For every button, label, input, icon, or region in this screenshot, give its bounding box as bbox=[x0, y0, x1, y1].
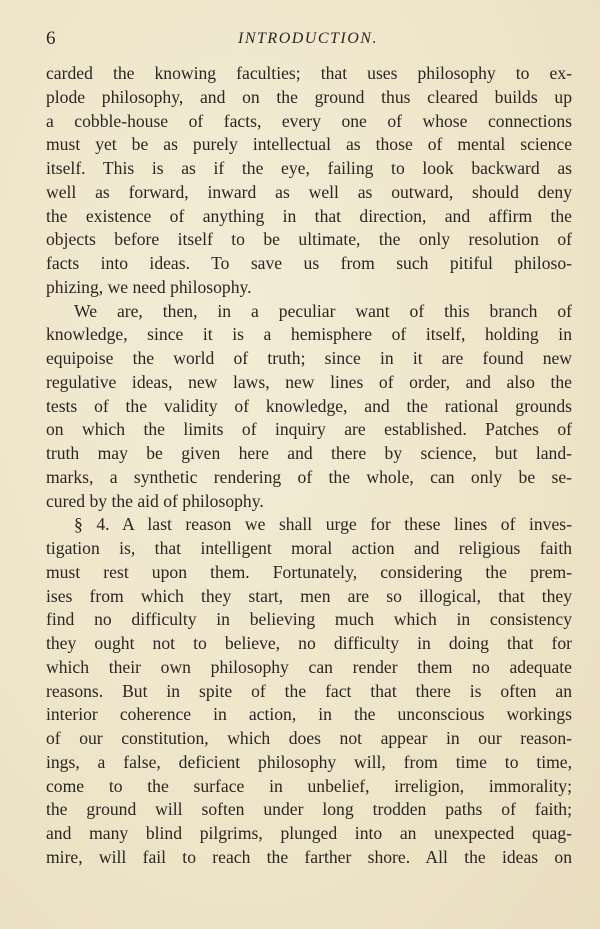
text-line: truth may be given here and there by science, but land- bbox=[46, 443, 572, 463]
text-line: ings, a false, deficient philosophy will, from time to time, bbox=[46, 751, 572, 772]
text-line: the ground will soften under long trodden paths of faith; bbox=[46, 799, 572, 820]
text-line: mire, will fail to reach the farther shore. All the ideas on bbox=[46, 846, 572, 867]
text-line: § 4. A last reason we shall urge for these lines of inves- bbox=[74, 514, 572, 535]
text-line: and many blind pilgrims, plunged into an unexpected quag- bbox=[46, 823, 572, 843]
text-line: interior coherence in action, in the unconscious workings bbox=[46, 704, 572, 725]
text-line: must rest upon them. Fortunately, considering the prem- bbox=[46, 561, 572, 582]
text-line: marks, a synthetic rendering of the whole, can only be se- bbox=[46, 466, 572, 487]
text-line: reasons. But in spite of the fact that there is often an bbox=[46, 680, 572, 701]
text-line: facts into ideas. To save us from such pitiful philoso- bbox=[46, 253, 572, 273]
running-title: INTRODUCTION. bbox=[238, 30, 378, 47]
text-line: on which the limits of inquiry are established. Patches of bbox=[46, 419, 572, 440]
text-line: tigation is, that intelligent moral action and religious faith bbox=[46, 538, 572, 558]
text-line: tests of the validity of knowledge, and the rational grounds bbox=[46, 395, 572, 416]
text-line: cured by the aid of philosophy. bbox=[46, 490, 264, 511]
text-line: the existence of anything in that direction, and affirm the bbox=[46, 205, 572, 226]
text-line: a cobble-house of facts, every one of whose connections bbox=[46, 110, 572, 131]
text-line: itself. This is as if the eye, failing to look backward as bbox=[46, 158, 572, 178]
page-header bbox=[46, 28, 570, 54]
text-line: well as forward, inward as well as outward, should deny bbox=[46, 181, 572, 202]
text-line: knowledge, since it is a hemisphere of itself, holding in bbox=[46, 324, 572, 345]
text-line: come to the surface in unbelief, irreligion, immorality; bbox=[46, 775, 572, 796]
text-line: carded the knowing faculties; that uses philosophy to ex- bbox=[46, 63, 572, 83]
text-line: find no difficulty in believing much which in consistency bbox=[46, 609, 572, 630]
text-line: plode philosophy, and on the ground thus cleared builds up bbox=[46, 86, 572, 107]
text-line: phizing, we need philosophy. bbox=[46, 276, 252, 297]
text-line: they ought not to believe, no difficulty in doing that for bbox=[46, 633, 572, 653]
text-line: must yet be as purely intellectual as those of mental science bbox=[46, 134, 572, 155]
text-line: of our constitution, which does not appear in our reason- bbox=[46, 728, 572, 748]
text-line: equipoise the world of truth; since in it are found new bbox=[46, 348, 572, 368]
body-text bbox=[46, 62, 572, 870]
text-line: regulative ideas, new laws, new lines of order, and also the bbox=[46, 371, 572, 392]
page-number: 6 bbox=[46, 28, 56, 49]
text-line: We are, then, in a peculiar want of this branch of bbox=[74, 300, 572, 321]
text-line: objects before itself to be ultimate, the only resolution of bbox=[46, 229, 572, 250]
text-line: ises from which they start, men are so illogical, that they bbox=[46, 585, 572, 606]
text-line: which their own philosophy can render them no adequate bbox=[46, 656, 572, 677]
